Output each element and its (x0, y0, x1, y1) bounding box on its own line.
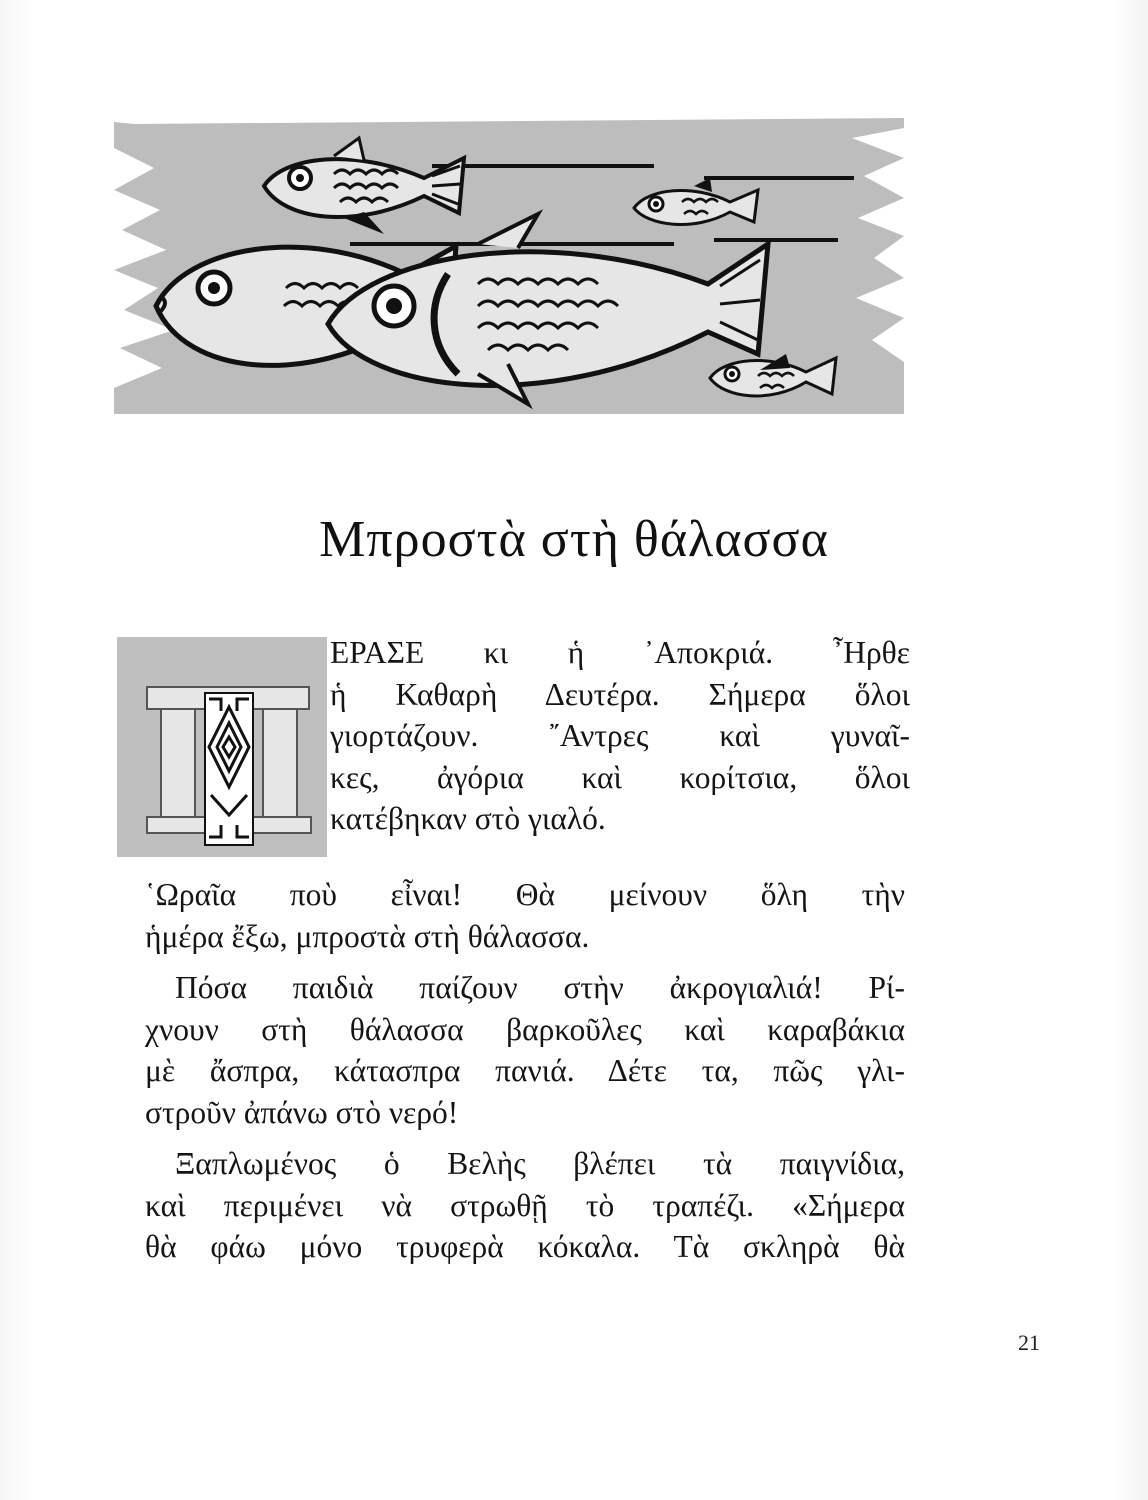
page-number: 21 (1018, 1330, 1040, 1355)
text-line: στροῦν ἀπάνω στὸ νερό! (145, 1094, 459, 1130)
text-line: ἡ Καθαρὴ Δευτέρα. Σήμερα ὅλοι (330, 676, 910, 712)
text-line: κατέβηκαν στὸ γιαλό. (330, 801, 606, 836)
text-line: μὲ ἄσπρα, κάτασπρα πανιά. Δέτε τα, πῶς γλι- (145, 1053, 905, 1088)
text-line: καὶ περιμένει νὰ στρωθῇ τὸ τραπέζι. «Σήμερα (145, 1187, 905, 1223)
text-line: ΕΡΑΣΕ κι ἡ ᾿Αποκριά. ῏Ηρθε (330, 635, 910, 670)
fish-illustration (114, 118, 904, 414)
chapter-title: Μπροστὰ στὴ θάλασσα (319, 511, 829, 568)
text-line: χνουν στὴ θάλασσα βαρκοῦλες καὶ καραβάκια (145, 1011, 905, 1047)
text-line: θὰ φάω μόνο τρυφερὰ κόκαλα. Τὰ σκληρὰ θὰ (145, 1229, 905, 1264)
text-line: γιορτάζουν. ῎Αντρες καὶ γυναῖ- (330, 718, 910, 753)
first-paragraph (330, 632, 910, 840)
body-text (145, 874, 905, 1268)
text-line: Ξαπλωμένος ὁ Βελὴς βλέπει τὰ παιγνίδια, (175, 1146, 905, 1181)
drop-cap-decoration (117, 637, 327, 857)
text-line: ῾Ωραῖα ποὺ εἶναι! Θὰ μείνουν ὅλη τὴν (145, 877, 905, 912)
text-line: ἡμέρα ἔξω, μπροστὰ στὴ θάλασσα. (145, 918, 590, 954)
text-line: κες, ἀγόρια καὶ κορίτσια, ὅλοι (330, 759, 910, 795)
text-line: Πόσα παιδιὰ παίζουν στὴν ἀκρογιαλιά! Ρί- (175, 970, 905, 1005)
